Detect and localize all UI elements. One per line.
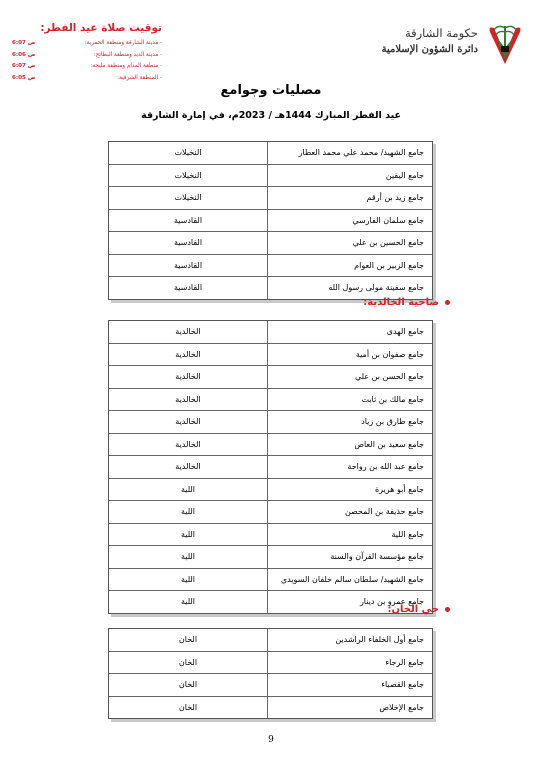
mosque-name: جامع الزبير بن العوام xyxy=(267,255,432,277)
table-row xyxy=(109,344,432,367)
time-value: 6:05 ص xyxy=(12,74,36,81)
time-row xyxy=(12,61,162,73)
table-row xyxy=(109,366,432,389)
area-name: القادسية xyxy=(173,283,203,292)
eid-prayer-times xyxy=(12,22,162,84)
area-name: النخيلات xyxy=(174,148,202,157)
mosque-name: جامع مؤسسة القرآن والسنة xyxy=(267,546,432,568)
time-value: 6:07 ص xyxy=(12,63,36,69)
section-heading-khan xyxy=(388,604,450,615)
mosque-name: جامع الحسن بن علي xyxy=(267,366,432,388)
time-region: - مدينة الذيد ومنطقة البطائح: xyxy=(93,51,162,58)
table-row xyxy=(109,569,432,592)
area-name: اللية xyxy=(180,529,195,539)
page-subtitle: عيد الفطر المبارك 1444هـ / 2023م، في إمارة الشارقة xyxy=(141,110,401,121)
table-row xyxy=(109,434,432,457)
mosque-name: جامع حذيفة بن المحصن xyxy=(267,501,432,523)
mosque-name: جامع صفوان بن أمية xyxy=(267,344,432,366)
table-row xyxy=(109,255,432,278)
mosques-table-3 xyxy=(108,628,433,719)
time-region: - منطقة المدام ومنطقة مليحة: xyxy=(90,63,162,69)
table-row xyxy=(109,652,432,675)
mosque-name: جامع اليقين xyxy=(267,165,432,187)
mosque-name: جامع الشهيد/ سلطان سالم خلفان السويدي xyxy=(267,569,432,591)
table-row xyxy=(109,142,432,165)
section-title: ضاحية الخالدية: xyxy=(363,297,439,308)
mosque-name: جامع طارق بن زياد xyxy=(267,411,432,433)
mosque-name: جامع أبو هريرة xyxy=(267,479,432,501)
area-name: النخيلات xyxy=(174,170,202,180)
area-name: الخالدية xyxy=(175,439,201,449)
mosque-name: جامع مالك بن ثابت xyxy=(267,389,432,411)
area-name: القادسية xyxy=(173,215,203,225)
table-row xyxy=(109,629,432,652)
mosque-name: جامع سفينة مولى رسول الله xyxy=(267,277,432,299)
government-logo xyxy=(356,20,526,66)
mosque-name: جامع الإخلاص xyxy=(267,697,432,719)
area-name: اللية xyxy=(180,552,195,561)
mosque-name: جامع الرجاء xyxy=(267,652,432,674)
area-name: اللية xyxy=(180,574,195,584)
area-name: الخالدية xyxy=(175,417,201,426)
time-value: 6:07 ص xyxy=(12,40,36,46)
table-row xyxy=(109,165,432,188)
area-name: الخالدية xyxy=(175,462,201,471)
area-name: الخان xyxy=(178,635,198,644)
area-name: النخيلات xyxy=(174,193,202,202)
bullet-icon xyxy=(445,300,450,305)
area-name: القادسية xyxy=(173,260,203,270)
area-name: اللية xyxy=(180,597,195,606)
table-row xyxy=(109,524,432,547)
area-name: اللية xyxy=(180,484,195,494)
mosque-name: جامع عمرو بن دينار xyxy=(267,591,432,613)
area-name: اللية xyxy=(180,507,195,516)
area-name: الخالدية xyxy=(175,372,201,381)
table-row xyxy=(109,501,432,524)
table-row xyxy=(109,187,432,210)
mosque-name: جامع أول الخلفاء الراشدين xyxy=(267,629,432,651)
area-name: الخان xyxy=(178,702,198,712)
mosque-name: جامع سلمان الفارسي xyxy=(267,210,432,232)
table-row xyxy=(109,277,432,299)
table-row xyxy=(109,674,432,697)
table-row xyxy=(109,389,432,412)
table-row xyxy=(109,456,432,479)
section-title: حي الخان: xyxy=(387,604,439,615)
mosque-name: جامع عبد الله بن رواحة xyxy=(267,456,432,478)
table-row xyxy=(109,479,432,502)
page-number: 9 xyxy=(268,735,274,745)
table-row xyxy=(109,411,432,434)
section-heading-khalidiya xyxy=(363,297,450,308)
area-name: الخالدية xyxy=(175,327,201,336)
table-row xyxy=(109,232,432,255)
table-row xyxy=(109,697,432,719)
time-region: - مدينة الشارقة ومنطقة الحمرية: xyxy=(84,40,162,46)
time-row xyxy=(12,38,162,50)
time-region: - المنطقة الشرقية: xyxy=(117,74,162,81)
time-value: 6:06 ص xyxy=(12,51,36,58)
mosque-name: جامع الهدى xyxy=(267,321,432,343)
table-row xyxy=(109,321,432,344)
mosque-name: جامع القصباء xyxy=(267,674,432,696)
table-row xyxy=(109,546,432,569)
mosques-table-2 xyxy=(108,320,433,614)
area-name: الخان xyxy=(178,680,198,689)
table-row xyxy=(109,591,432,613)
area-name: الخالدية xyxy=(175,349,201,359)
table-row xyxy=(109,210,432,233)
area-name: الخان xyxy=(178,657,198,667)
bullet-icon xyxy=(445,607,450,612)
time-row xyxy=(12,50,162,62)
mosque-name: جامع الحسين بن علي xyxy=(267,232,432,254)
mosque-name: جامع الشهيد/ محمد علي محمد العطار xyxy=(267,142,432,164)
page-title: مصليات وجوامع xyxy=(220,83,322,98)
mosque-name: جامع اللية xyxy=(267,524,432,546)
mosques-table-1 xyxy=(108,141,433,300)
government-name: حكومة الشارقة xyxy=(404,26,478,40)
mosque-name: جامع زيد بن أرقم xyxy=(267,187,432,209)
area-name: الخالدية xyxy=(175,394,201,404)
area-name: القادسية xyxy=(173,238,203,247)
department-name: دائرة الشؤون الإسلامية xyxy=(381,44,478,55)
mosque-name: جامع سعيد بن العاص xyxy=(267,434,432,456)
emblem-icon xyxy=(484,20,526,66)
times-title: توقيت صلاة عيد الفطر: xyxy=(40,22,162,34)
